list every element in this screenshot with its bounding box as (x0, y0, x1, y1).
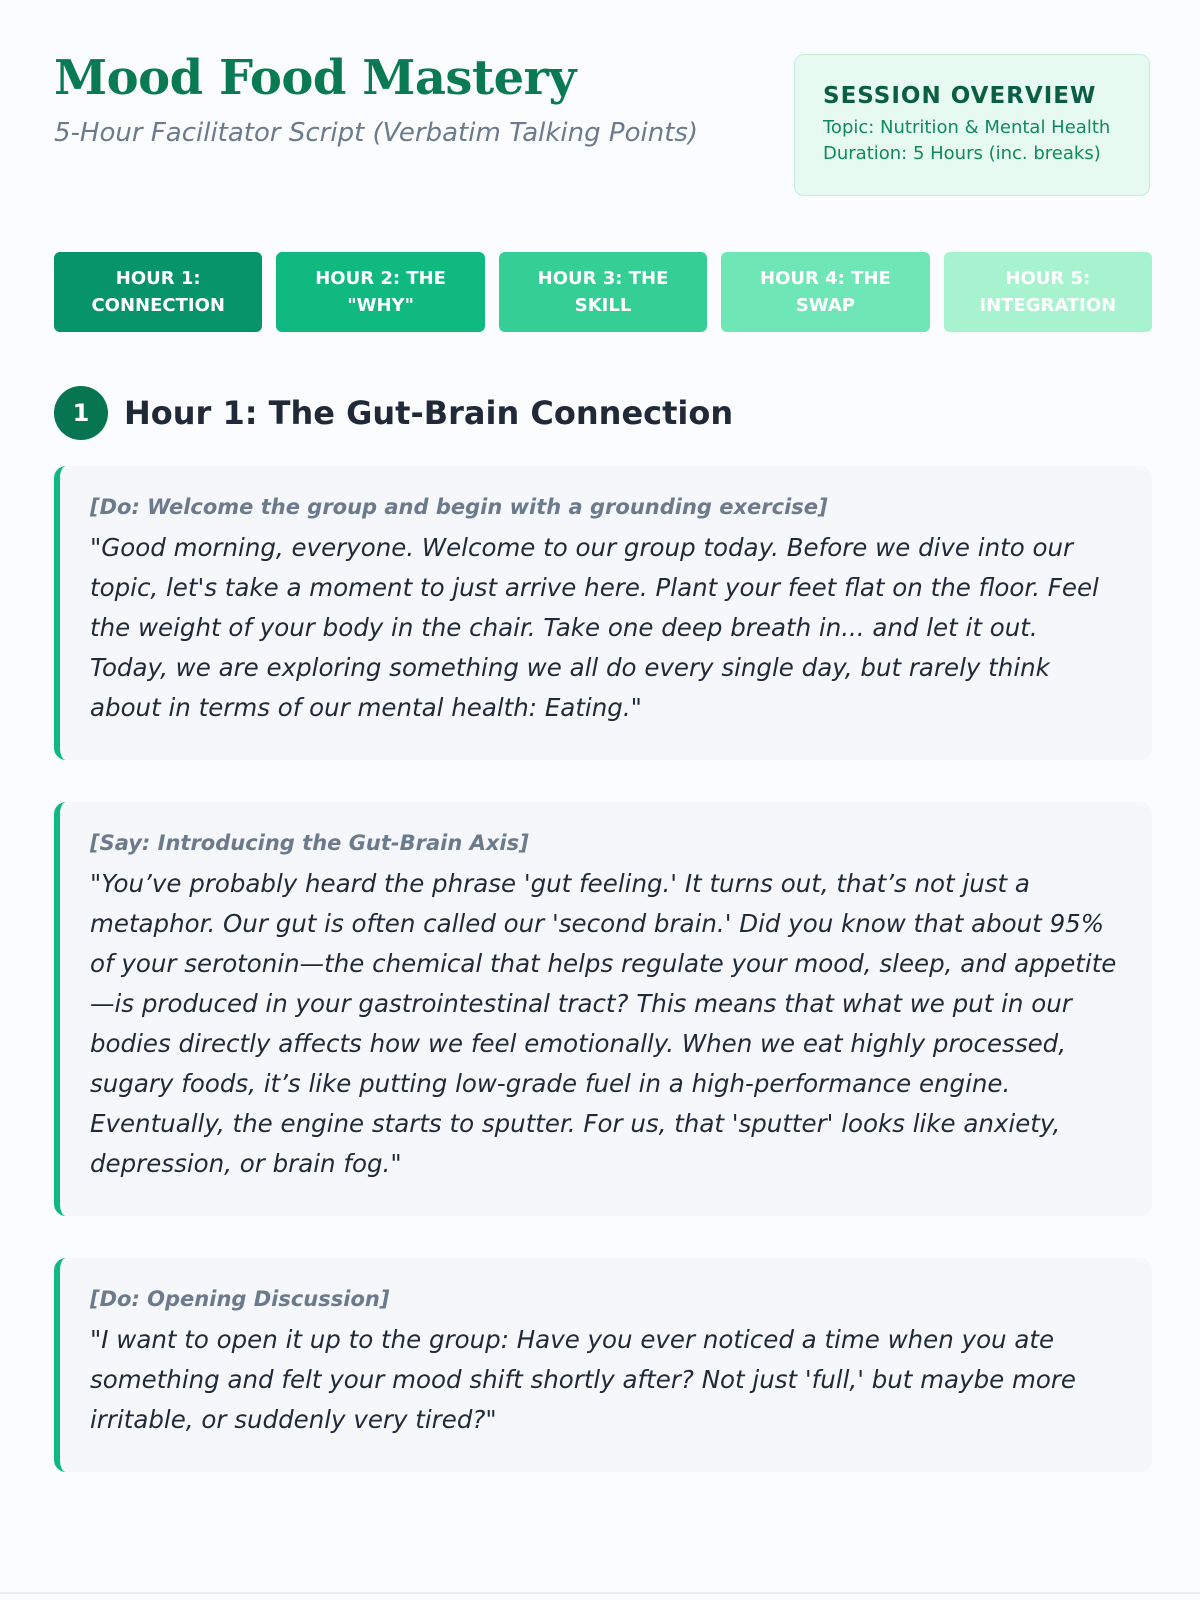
document-page (54, 0, 1152, 1434)
script-text: "I want to open it up to the group: Have you ever noticed a time when you ate something and felt your mood shift shortly after? Not just 'full,' but maybe more irritable, or suddenly very tired?" (90, 1325, 1076, 1434)
overview-duration: Duration: 5 Hours (inc. breaks) (823, 143, 1101, 164)
script-block (54, 1258, 1152, 1472)
script-text: "Good morning, everyone. Welcome to our group today. Before we dive into our topic, let's take a moment to just arrive here. Plant your feet flat on the floor. Feel the weight of your body in the chair. Take one deep breath in... and let it out. Today, we are exploring something we all do every single day, but rarely think about in terms of our mental health: Eating." (90, 533, 1099, 722)
tab-hour-2[interactable]: HOUR 2: THE "WHY" (276, 252, 484, 332)
script-cue: [Do: Opening Discussion] (90, 1287, 390, 1311)
tab-hour-4[interactable]: HOUR 4: THE SWAP (721, 252, 929, 332)
section-title: Hour 1: The Gut-Brain Connection (124, 394, 734, 432)
page-title: Mood Food Mastery (54, 50, 576, 106)
header (54, 0, 1152, 200)
script-cue: [Do: Welcome the group and begin with a grounding exercise] (90, 495, 828, 519)
section-heading (54, 386, 733, 440)
page-subtitle: 5-Hour Facilitator Script (Verbatim Talking Points) (54, 118, 699, 148)
script-block (54, 802, 1152, 1216)
tab-hour-3[interactable]: HOUR 3: THE SKILL (499, 252, 707, 332)
overview-heading: SESSION OVERVIEW (823, 83, 1097, 109)
overview-topic: Topic: Nutrition & Mental Health (823, 117, 1111, 138)
section-number-badge: 1 (54, 386, 108, 440)
tab-hour-1[interactable]: HOUR 1: CONNECTION (54, 252, 262, 332)
session-overview-card (794, 54, 1150, 196)
script-cue: [Say: Introducing the Gut-Brain Axis] (90, 831, 529, 855)
hour-tabs (54, 252, 1152, 332)
tab-hour-5[interactable]: HOUR 5: INTEGRATION (944, 252, 1152, 332)
script-block (54, 466, 1152, 760)
bottom-divider (0, 1592, 1200, 1594)
script-text: "You’ve probably heard the phrase 'gut feeling.' It turns out, that’s not just a metaphor. Our gut is often called our 'second brain.' Did you know that about 95% of your serotonin—the chemical that helps regulate your mood, sleep, and appetite—is produced in your gastrointestinal tract? This means that what we put in our bodies directly affects how we feel emotionally. When we eat highly processed, sugary foods, it’s like putting low-grade fuel in a high-performance engine. Eventually, the engine starts to sputter. For us, that 'sputter' looks like anxiety, depression, or brain fog." (90, 869, 1117, 1178)
